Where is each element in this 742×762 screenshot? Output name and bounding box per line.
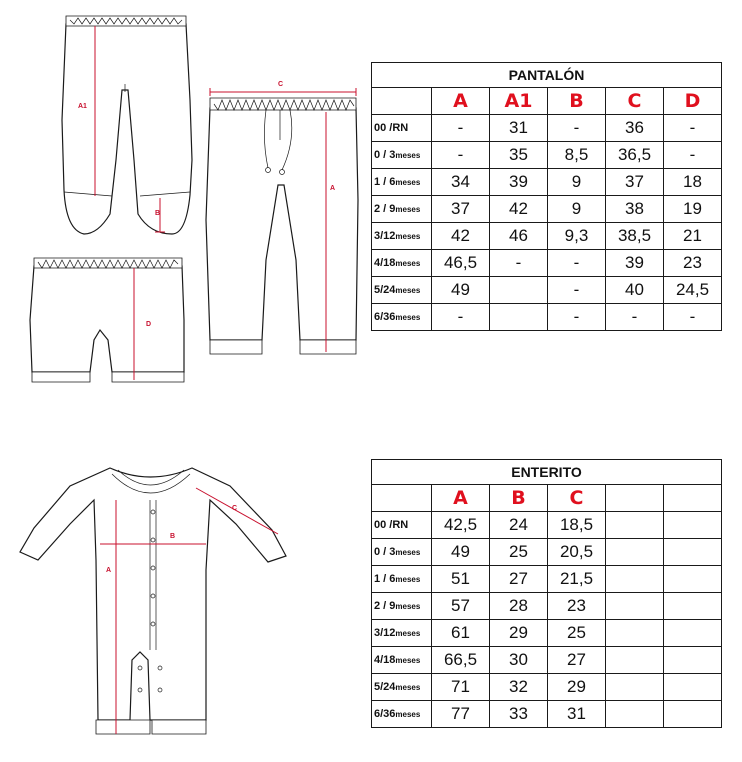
- footed-pants-label-a1: A1: [78, 103, 87, 110]
- column-header: D: [664, 88, 722, 115]
- measurement-cell: 37: [432, 196, 490, 223]
- age-range-text: 6/36: [374, 708, 396, 720]
- measurement-cell: 18,5: [548, 512, 606, 539]
- measurement-cell: 46: [490, 223, 548, 250]
- measurement-cell: 24: [490, 512, 548, 539]
- age-range-label: [372, 539, 432, 566]
- table-row: [372, 250, 722, 277]
- measurement-cell: [664, 539, 722, 566]
- measurement-cell: 39: [490, 169, 548, 196]
- measurement-cell: [606, 539, 664, 566]
- age-range-label: [372, 593, 432, 620]
- age-range-unit: meses: [395, 232, 421, 241]
- age-range-unit: meses: [395, 151, 421, 160]
- age-range-label: [372, 566, 432, 593]
- age-range-unit: meses: [395, 286, 421, 295]
- column-header: A1: [490, 88, 548, 115]
- age-range-unit: meses: [395, 710, 421, 719]
- table-row: [372, 647, 722, 674]
- measurement-cell: [606, 620, 664, 647]
- measurement-cell: 27: [490, 566, 548, 593]
- shorts-label-d: D: [146, 321, 152, 328]
- age-range-label: [372, 250, 432, 277]
- measurement-cell: 21: [664, 223, 722, 250]
- age-range-text: 4/18: [374, 654, 396, 666]
- measurement-cell: 30: [490, 647, 548, 674]
- table-row: [372, 674, 722, 701]
- measurement-cell: 36,5: [606, 142, 664, 169]
- shorts-drawing: [30, 258, 184, 382]
- measurement-cell: 37: [606, 169, 664, 196]
- age-range-label: [372, 142, 432, 169]
- measurement-cell: 29: [548, 674, 606, 701]
- measurement-cell: 8,5: [548, 142, 606, 169]
- measurement-cell: [606, 701, 664, 728]
- age-range-label: [372, 115, 432, 142]
- measurement-cell: 71: [432, 674, 490, 701]
- long-pants-drawing: [206, 81, 358, 354]
- age-range-label: [372, 277, 432, 304]
- table-row: [372, 701, 722, 728]
- measurement-cell: 38,5: [606, 223, 664, 250]
- measurement-cell: 25: [490, 539, 548, 566]
- column-header: C: [548, 485, 606, 512]
- age-range-unit: meses: [395, 205, 421, 214]
- age-range-text: 00 /RN: [374, 519, 409, 531]
- measurement-cell: -: [548, 250, 606, 277]
- measurement-cell: 21,5: [548, 566, 606, 593]
- measurement-cell: 66,5: [432, 647, 490, 674]
- measurement-cell: 25: [548, 620, 606, 647]
- measurement-cell: [664, 566, 722, 593]
- measurement-cell: 39: [606, 250, 664, 277]
- measurement-cell: 23: [664, 250, 722, 277]
- column-header: [606, 485, 664, 512]
- measurement-cell: [664, 593, 722, 620]
- age-range-unit: meses: [395, 313, 421, 322]
- column-header: A: [432, 88, 490, 115]
- measurement-cell: 33: [490, 701, 548, 728]
- enterito-title: ENTERITO: [372, 460, 722, 485]
- column-header: [664, 485, 722, 512]
- measurement-cell: 42,5: [432, 512, 490, 539]
- table-row: [372, 169, 722, 196]
- measurement-cell: [664, 512, 722, 539]
- table-title-row: [372, 63, 722, 88]
- table-row: [372, 277, 722, 304]
- age-range-text: 00 /RN: [374, 122, 409, 134]
- measurement-cell: 42: [490, 196, 548, 223]
- age-range-unit: meses: [395, 683, 421, 692]
- age-range-text: 3/12: [374, 627, 396, 639]
- measurement-cell: 36: [606, 115, 664, 142]
- age-range-label: [372, 223, 432, 250]
- age-range-unit: meses: [395, 178, 421, 187]
- long-pants-label-c: C: [278, 81, 284, 88]
- measurement-cell: -: [664, 115, 722, 142]
- measurement-cell: 77: [432, 701, 490, 728]
- age-range-label: [372, 647, 432, 674]
- measurement-cell: -: [548, 115, 606, 142]
- table-title-row: [372, 460, 722, 485]
- measurement-cell: 42: [432, 223, 490, 250]
- measurement-cell: 38: [606, 196, 664, 223]
- age-range-unit: meses: [395, 548, 421, 557]
- age-range-label: [372, 304, 432, 331]
- measurement-cell: 29: [490, 620, 548, 647]
- pantalon-title: PANTALÓN: [372, 63, 722, 88]
- table-row: [372, 115, 722, 142]
- corner-cell: [372, 88, 432, 115]
- measurement-cell: [606, 512, 664, 539]
- measurement-cell: 9,3: [548, 223, 606, 250]
- column-header: B: [548, 88, 606, 115]
- long-pants-label-a: A: [330, 185, 336, 192]
- measurement-cell: 23: [548, 593, 606, 620]
- pantalon-size-table: [371, 62, 722, 331]
- measurement-cell: -: [664, 304, 722, 331]
- measurement-cell: 28: [490, 593, 548, 620]
- column-header-row: [372, 485, 722, 512]
- romper-label-c: C: [232, 505, 238, 512]
- column-header: C: [606, 88, 664, 115]
- romper-label-a: A: [106, 567, 112, 574]
- table-row: [372, 593, 722, 620]
- measurement-cell: 24,5: [664, 277, 722, 304]
- age-range-label: [372, 196, 432, 223]
- measurement-cell: -: [548, 277, 606, 304]
- measurement-cell: -: [432, 304, 490, 331]
- enterito-size-table: [371, 459, 722, 728]
- age-range-text: 3/12: [374, 230, 396, 242]
- measurement-cell: 18: [664, 169, 722, 196]
- age-range-label: [372, 169, 432, 196]
- table-row: [372, 512, 722, 539]
- age-range-label: [372, 512, 432, 539]
- measurement-cell: 19: [664, 196, 722, 223]
- table-row: [372, 304, 722, 331]
- measurement-cell: 31: [548, 701, 606, 728]
- measurement-cell: -: [606, 304, 664, 331]
- measurement-cell: 51: [432, 566, 490, 593]
- table-row: [372, 196, 722, 223]
- table-row: [372, 223, 722, 250]
- table-row: [372, 620, 722, 647]
- measurement-cell: 32: [490, 674, 548, 701]
- table-row: [372, 142, 722, 169]
- table-row: [372, 566, 722, 593]
- measurement-cell: 40: [606, 277, 664, 304]
- romper-label-b: B: [170, 533, 176, 540]
- table-row: [372, 539, 722, 566]
- measurement-cell: [664, 647, 722, 674]
- age-range-text: 5/24: [374, 284, 396, 296]
- measurement-cell: [606, 566, 664, 593]
- age-range-text: 5/24: [374, 681, 396, 693]
- age-range-unit: meses: [395, 259, 421, 268]
- age-range-text: 1 / 6: [374, 176, 396, 188]
- measurement-cell: 31: [490, 115, 548, 142]
- age-range-text: 4/18: [374, 257, 396, 269]
- measurement-cell: 27: [548, 647, 606, 674]
- measurement-cell: 49: [432, 277, 490, 304]
- measurement-cell: 46,5: [432, 250, 490, 277]
- measurement-cell: [606, 593, 664, 620]
- measurement-cell: [664, 674, 722, 701]
- measurement-cell: [606, 647, 664, 674]
- age-range-text: 0 / 3: [374, 149, 396, 161]
- footed-pants-label-b: B: [155, 210, 161, 217]
- measurement-cell: [490, 304, 548, 331]
- measurement-cell: 9: [548, 196, 606, 223]
- age-range-label: [372, 701, 432, 728]
- measurement-cell: -: [432, 142, 490, 169]
- measurement-cell: -: [664, 142, 722, 169]
- measurement-cell: 34: [432, 169, 490, 196]
- column-header: B: [490, 485, 548, 512]
- measurement-cell: [606, 674, 664, 701]
- age-range-unit: meses: [395, 575, 421, 584]
- measurement-cell: 9: [548, 169, 606, 196]
- measurement-cell: 35: [490, 142, 548, 169]
- measurement-cell: [664, 620, 722, 647]
- age-range-text: 6/36: [374, 311, 396, 323]
- measurement-cell: -: [490, 250, 548, 277]
- measurement-cell: 20,5: [548, 539, 606, 566]
- measurement-cell: [664, 701, 722, 728]
- romper-drawing: [20, 468, 286, 734]
- measurement-cell: -: [548, 304, 606, 331]
- age-range-text: 1 / 6: [374, 573, 396, 585]
- age-range-text: 2 / 9: [374, 600, 396, 612]
- age-range-text: 0 / 3: [374, 546, 396, 558]
- corner-cell: [372, 485, 432, 512]
- measurement-cell: -: [432, 115, 490, 142]
- age-range-label: [372, 620, 432, 647]
- age-range-unit: meses: [395, 629, 421, 638]
- column-header: A: [432, 485, 490, 512]
- measurement-cell: 61: [432, 620, 490, 647]
- column-header-row: [372, 88, 722, 115]
- measurement-cell: [490, 277, 548, 304]
- age-range-label: [372, 674, 432, 701]
- age-range-unit: meses: [395, 602, 421, 611]
- footed-pants-drawing: [62, 16, 192, 234]
- age-range-unit: meses: [395, 656, 421, 665]
- age-range-text: 2 / 9: [374, 203, 396, 215]
- measurement-cell: 49: [432, 539, 490, 566]
- measurement-cell: 57: [432, 593, 490, 620]
